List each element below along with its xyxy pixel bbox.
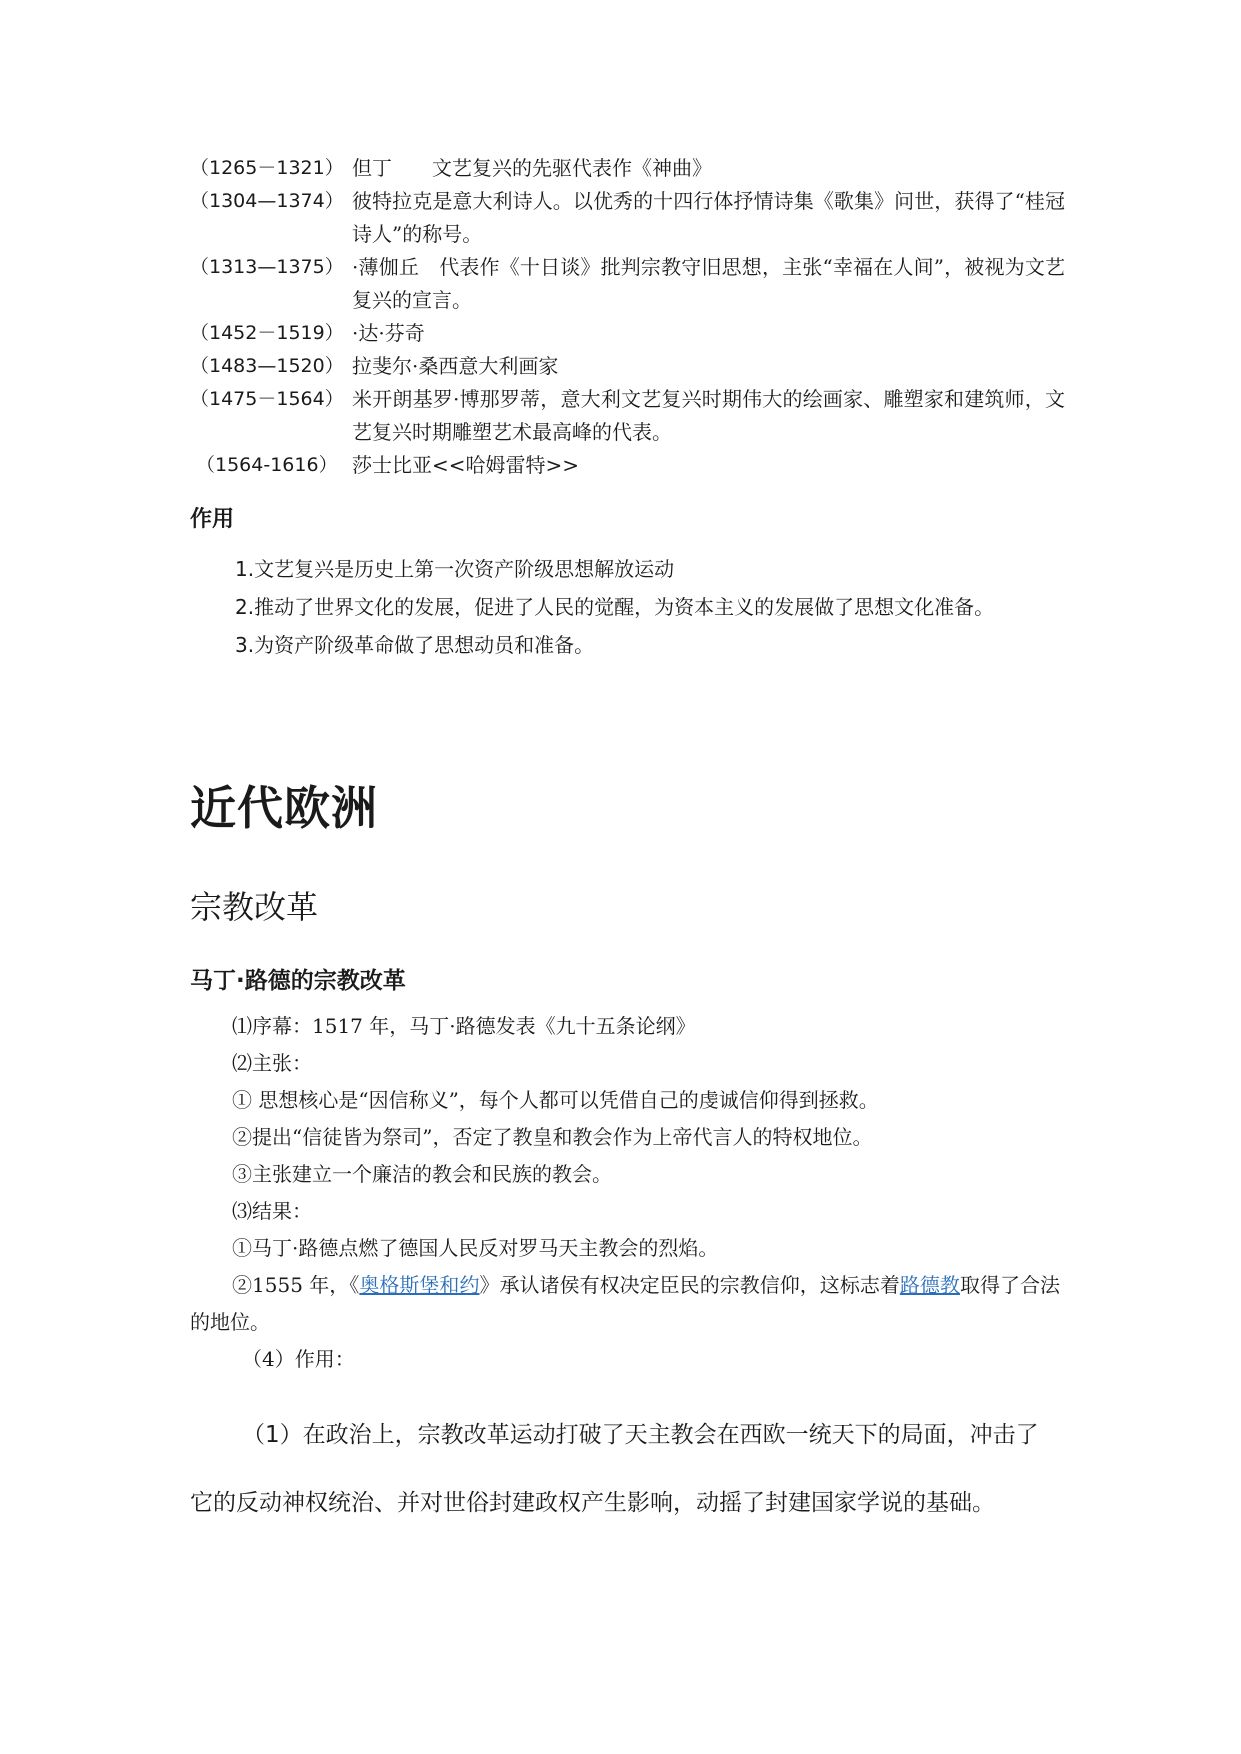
figure-years: （1265－1321）	[190, 157, 344, 179]
luther-result-2	[190, 1267, 1060, 1341]
luther-results-label: ⑶结果：	[232, 1199, 312, 1223]
figure-years: （1564-1616）	[196, 454, 338, 476]
luther-role-label: （4）作用：	[242, 1347, 355, 1371]
luther-result-1: ①马丁·路德点燃了德国人民反对罗马天主教会的烈焰。	[232, 1236, 719, 1260]
figure-row-michelangelo	[190, 383, 1065, 449]
result2-suffix: 取得了合法的地位。	[190, 1273, 1061, 1334]
effects-list	[235, 550, 1075, 664]
political-effect-paragraph	[190, 1420, 1060, 1518]
figure-row-boccaccio	[190, 251, 1065, 317]
figure-desc: 但丁 文艺复兴的先驱代表作《神曲》	[352, 156, 712, 180]
figure-desc: ·薄伽丘 代表作《十日谈》批判宗教守旧思想，主张“幸福在人间”，被视为文艺复兴的宣言。	[352, 255, 1065, 312]
effect-number: 2.	[235, 595, 255, 619]
figure-row-raphael	[190, 350, 1065, 383]
figure-desc: 拉斐尔·桑西意大利画家	[352, 354, 559, 378]
effect-number: 3.	[235, 633, 255, 657]
heading-luther-reformation: 马丁·路德的宗教改革	[190, 968, 406, 994]
figure-desc: 米开朗基罗·博那罗蒂，意大利文艺复兴时期伟大的绘画家、雕塑家和建筑师，文艺复兴时期雕塑艺术最高峰的代表。	[352, 387, 1065, 444]
political-effect-line-1: （1）在政治上，宗教改革运动打破了天主教会在西欧一统天下的局面，冲击了	[242, 1422, 1039, 1448]
political-effect-line-2: 它的反动神权统治、并对世俗封建政权产生影响，动摇了封建国家学说的基础。	[190, 1490, 995, 1516]
effect-item	[235, 588, 1075, 626]
effect-item	[235, 550, 1075, 588]
heading-modern-europe: 近代欧洲	[190, 781, 378, 835]
luther-prelude: ⑴序幕：1517 年，马丁·路德发表《九十五条论纲》	[232, 1014, 696, 1038]
lutheranism-link[interactable]: 路德教	[899, 1273, 960, 1297]
figure-row-dante	[190, 152, 1065, 185]
figure-row-shakespeare	[190, 449, 1065, 482]
luther-claim-1: ① 思想核心是“因信称义”，每个人都可以凭借自己的虔诚信仰得到拯救。	[232, 1088, 879, 1112]
figure-row-da-vinci	[190, 317, 1065, 350]
effect-item	[235, 626, 1075, 664]
luther-claims-label: ⑵主张：	[232, 1051, 312, 1075]
figure-desc: ·达·芬奇	[352, 321, 425, 345]
figure-years: （1475－1564）	[190, 388, 344, 410]
effects-heading: 作用	[190, 507, 235, 532]
effect-text: 推动了世界文化的发展，促进了人民的觉醒，为资本主义的发展做了思想文化准备。	[254, 595, 995, 619]
luther-section	[190, 1008, 1060, 1378]
effect-number: 1.	[235, 557, 255, 581]
figure-desc: 彼特拉克是意大利诗人。以优秀的十四行体抒情诗集《歌集》问世，获得了“桂冠诗人”的称号。	[352, 189, 1065, 246]
figure-desc: 莎士比亚<<哈姆雷特>>	[352, 453, 580, 477]
luther-claim-2: ②提出“信徒皆为祭司”，否定了教皇和教会作为上帝代言人的特权地位。	[232, 1125, 873, 1149]
heading-reformation: 宗教改革	[190, 888, 319, 926]
result2-prefix: ②1555 年，《	[232, 1273, 360, 1297]
luther-claim-3: ③主张建立一个廉洁的教会和民族的教会。	[232, 1162, 612, 1186]
effect-text: 为资产阶级革命做了思想动员和准备。	[254, 633, 595, 657]
augsburg-peace-link[interactable]: 奥格斯堡和约	[359, 1273, 480, 1297]
figure-row-petrarch	[190, 185, 1065, 251]
figure-years: （1483—1520）	[190, 355, 344, 377]
effect-text: 文艺复兴是历史上第一次资产阶级思想解放运动	[254, 557, 675, 581]
result2-mid: 》承认诸侯有权决定臣民的宗教信仰，这标志着	[479, 1273, 900, 1297]
renaissance-figures-list	[190, 152, 1065, 482]
figure-years: （1313—1375）	[190, 256, 344, 278]
figure-years: （1304—1374）	[190, 190, 344, 212]
figure-years: （1452－1519）	[190, 322, 344, 344]
